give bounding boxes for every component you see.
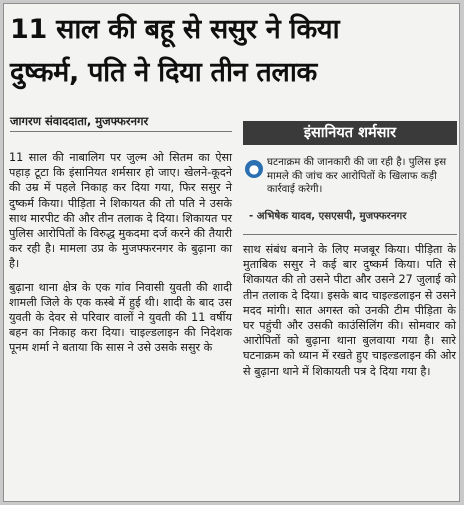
headline-line-1: 11 साल की बहू से ससुर ने किया	[10, 14, 340, 45]
sidebar-signature: - अभिषेक यादव, एसएसपी, मुजफ्फरनगर	[249, 211, 407, 222]
byline: जागरण संवाददाता, मुजफ्फरनगर	[10, 114, 232, 132]
article-left-column	[9, 150, 232, 364]
headline	[10, 8, 458, 94]
newspaper-clipping	[3, 3, 460, 502]
paragraph: 11 साल की नाबालिग पर जुल्म ओ सितम का ऐसा पहाड़ टूटा कि इंसानियत शर्मसार हो जाए। खेलने-कूदने की उम्र में पहले निकाह कर दिया गया, फिर ससुर ने दुष्कर्म किया। पीड़िता ने शिकायत की तो पति ने उसके साथ मारपीट की और तीन तलाक दे दिया। शिकायत पर पुलिस आरोपितों के विरुद्ध मुकदमा दर्ज करने की तैयारी कर रही है। मामला उप्र के मुजफ्फरनगर के बुढ़ाना का है।	[9, 151, 232, 271]
bullet-icon: ●	[245, 160, 263, 178]
headline-line-2: दुष्कर्म, पति ने दिया तीन तलाक	[10, 57, 317, 88]
sidebar-quote-box	[243, 150, 457, 235]
sidebar-title: इंसानियत शर्मसार	[243, 121, 457, 145]
paragraph: साथ संबंध बनाने के लिए मजबूर किया। पीड़िता के मुताबिक ससुर ने कई बार दुष्कर्म किया। पति से शिकायत की तो उसने पीटा और उसने 27 जुलाई को तीन तलाक दे दिया। इसके बाद चाइल्डलाइन से उसने मदद मांगी। सात अगस्त को उनकी टीम पीड़िता के घर पहुंची और उसकी काउंसिलिंग की। सोमवार को आरोपितों को बुढ़ाना थाना बुलवाया गया है। सारे घटनाक्रम को ध्यान में रखते हुए चाइल्डलाइन की ओर से बुढ़ाना थाने में शिकायती पत्र दे दिया गया है।	[243, 243, 456, 378]
sidebar-quote: घटनाक्रम की जानकारी की जा रही है। पुलिस इस मामले की जांच कर आरोपितों के खिलाफ कड़ी कार्रवाई करेगी।	[267, 157, 447, 195]
article-right-column	[243, 242, 456, 379]
paragraph: बुढ़ाना थाना क्षेत्र के एक गांव निवासी युवती की शादी शामली जिले के एक कस्बे में हुई थी। शादी के बाद उस युवती के देवर से परिवार वालों ने युवती की 11 वर्षीय बहन का निकाह करा दिया। चाइल्डलाइन की निदेशक पूनम शर्मा ने बताया कि सास ने उसे उसके ससुर के	[9, 280, 232, 355]
